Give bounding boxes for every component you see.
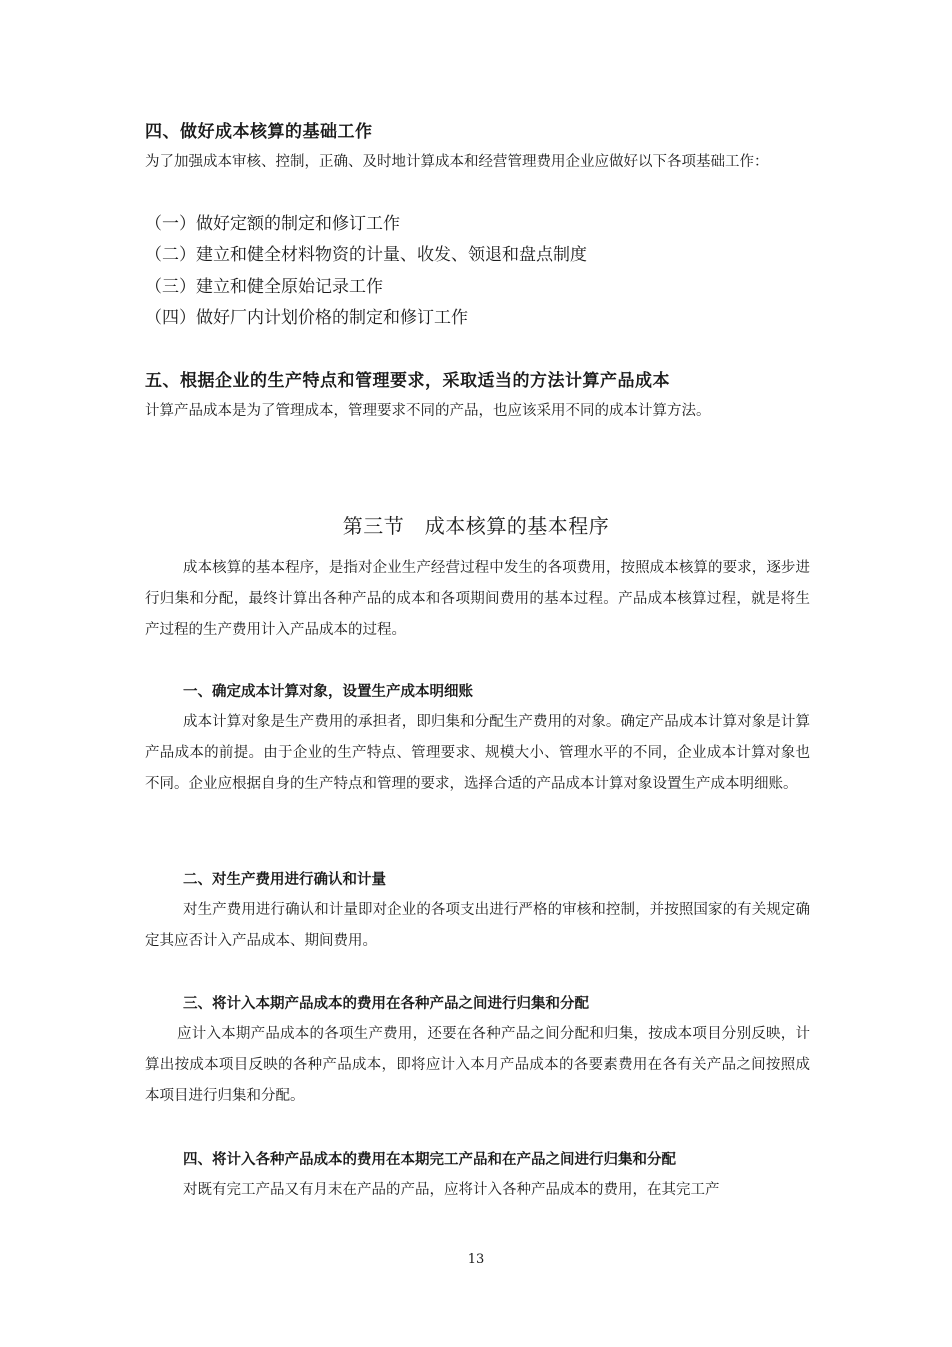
section-4-intro: 为了加强成本审核、控制，正确、及时地计算成本和经营管理费用企业应做好以下各项基础工作： — [145, 154, 769, 170]
section-title: 第三节 成本核算的基本程序 — [342, 514, 610, 538]
section-heading-4: 四、做好成本核算的基础工作 — [145, 122, 373, 142]
section-5-body: 计算产品成本是为了管理成本，管理要求不同的产品，也应该采用不同的成本计算方法。 — [145, 403, 711, 419]
part-heading-1: 一、确定成本计算对象，设置生产成本明细账 — [183, 684, 473, 700]
list-item-2: （二）建立和健全材料物资的计量、收发、领退和盘点制度 — [145, 245, 587, 265]
part-heading-2: 二、对生产费用进行确认和计量 — [183, 872, 386, 888]
list-item-1: （一）做好定额的制定和修订工作 — [145, 214, 400, 234]
section-heading-5: 五、根据企业的生产特点和管理要求，采取适当的方法计算产品成本 — [145, 371, 670, 391]
section-3-intro: 成本核算的基本程序，是指对企业生产经营过程中发生的各项费用，按照成本核算的要求，逐步进行归集和分配，最终计算出各种产品的成本和各项期间费用的基本过程。产品成本核算过程，就是将生产过程的生产费用计入产品成本的过程。 — [145, 560, 810, 638]
part-4-body: 对既有完工产品又有月末在产品的产品，应将计入各种产品成本的费用，在其完工产 — [183, 1182, 720, 1198]
part-heading-4: 四、将计入各种产品成本的费用在本期完工产品和在产品之间进行归集和分配 — [183, 1152, 676, 1168]
part-heading-3: 三、将计入本期产品成本的费用在各种产品之间进行归集和分配 — [183, 996, 589, 1012]
list-item-4: （四）做好厂内计划价格的制定和修订工作 — [145, 308, 468, 328]
page-number: 13 — [467, 1252, 485, 1267]
part-1-body: 成本计算对象是生产费用的承担者，即归集和分配生产费用的对象。确定产品成本计算对象是计算产品成本的前提。由于企业的生产特点、管理要求、规模大小、管理水平的不同，企业成本计算对象也不同。企业应根据自身的生产特点和管理的要求，选择合适的产品成本计算对象设置生产成本明细账。 — [145, 714, 810, 792]
part-2-body: 对生产费用进行确认和计量即对企业的各项支出进行严格的审核和控制，并按照国家的有关规定确定其应否计入产品成本、期间费用。 — [145, 902, 810, 949]
part-3-body: 应计入本期产品成本的各项生产费用，还要在各种产品之间分配和归集，按成本项目分别反映，计算出按成本项目反映的各种产品成本，即将应计入本月产品成本的各要素费用在各有关产品之间按照成本项目进行归集和分配。 — [145, 1026, 810, 1104]
list-item-3: （三）建立和健全原始记录工作 — [145, 277, 383, 297]
